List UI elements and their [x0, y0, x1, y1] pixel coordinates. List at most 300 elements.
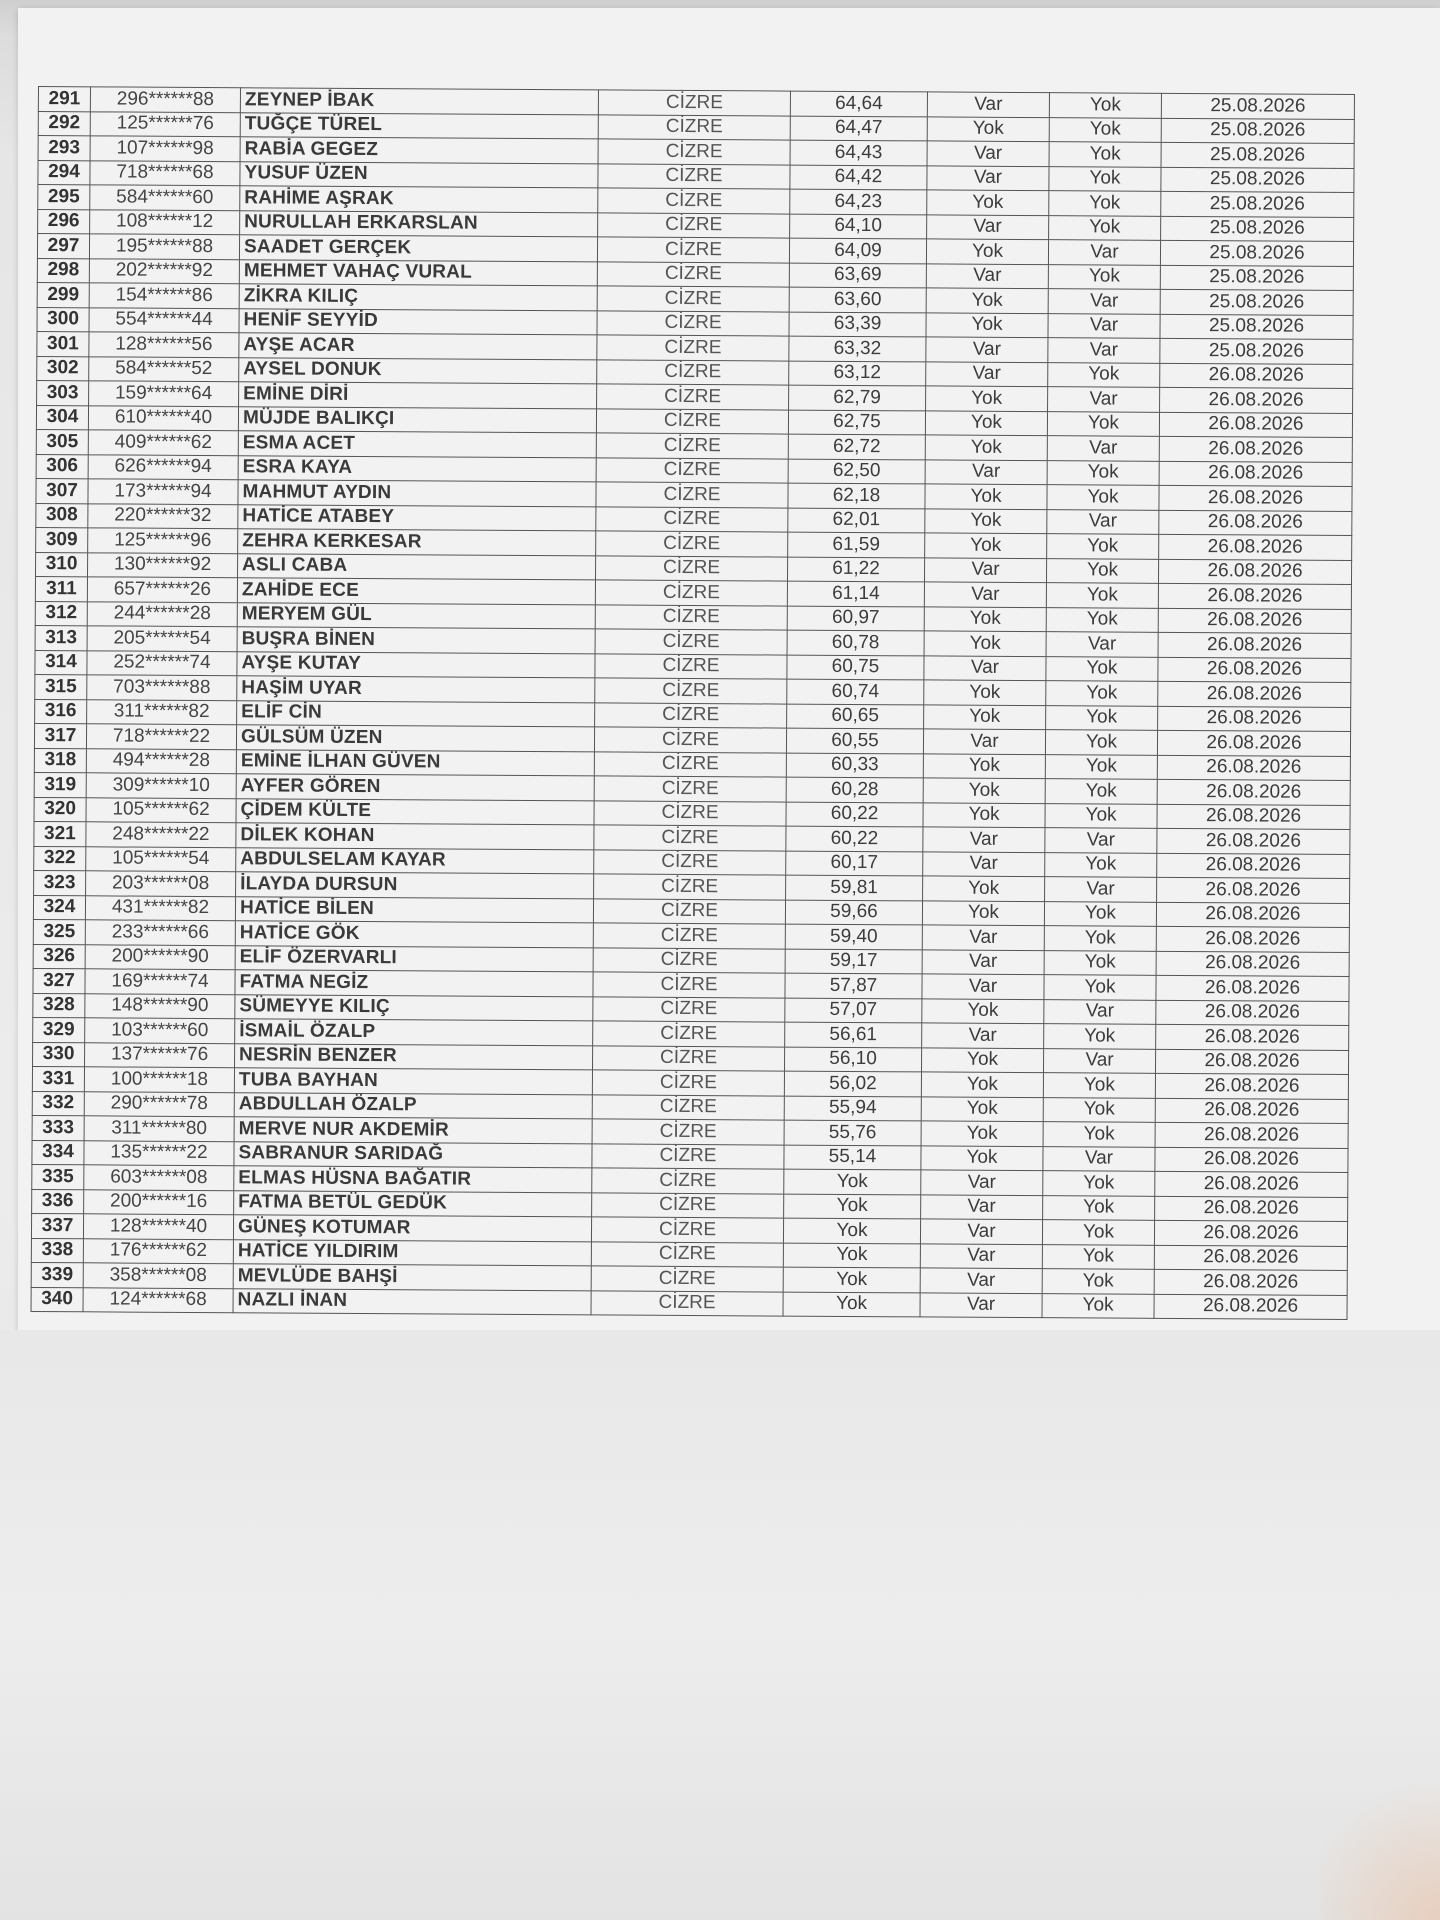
row-number-cell: 312 — [35, 601, 87, 626]
status-a-cell: Yok — [924, 704, 1046, 729]
status-a-cell: Yok — [926, 386, 1048, 411]
score-cell: Yok — [783, 1292, 920, 1317]
row-number-cell: 308 — [36, 503, 88, 528]
score-cell: 57,87 — [785, 973, 922, 998]
score-cell: 60,97 — [787, 606, 924, 631]
score-cell: 63,39 — [789, 312, 926, 337]
status-a-cell: Yok — [926, 288, 1048, 313]
status-a-cell: Var — [922, 925, 1044, 950]
masked-id-cell: 311******82 — [87, 699, 237, 724]
district-cell: CİZRE — [594, 751, 786, 777]
full-name-cell: AYSEL DONUK — [239, 357, 597, 384]
row-number-cell: 327 — [33, 968, 85, 993]
score-cell: 56,02 — [784, 1071, 921, 1096]
status-b-cell: Yok — [1045, 779, 1157, 804]
masked-id-cell: 176******62 — [83, 1238, 233, 1263]
score-cell: 63,12 — [789, 361, 926, 386]
status-b-cell: Yok — [1047, 460, 1159, 485]
status-a-cell: Var — [924, 655, 1046, 680]
row-number-cell: 330 — [33, 1042, 85, 1067]
full-name-cell: MAHMUT AYDIN — [238, 480, 596, 507]
status-b-cell: Var — [1048, 240, 1160, 265]
row-number-cell: 307 — [36, 478, 88, 503]
score-cell: 59,66 — [785, 900, 922, 925]
status-a-cell: Yok — [922, 900, 1044, 925]
status-b-cell: Yok — [1042, 1220, 1154, 1245]
date-cell: 26.08.2026 — [1155, 1122, 1348, 1148]
date-cell: 26.08.2026 — [1154, 1220, 1347, 1246]
status-b-cell: Yok — [1047, 534, 1159, 559]
district-cell: CİZRE — [595, 702, 787, 728]
row-number-cell: 338 — [31, 1238, 83, 1263]
masked-id-cell: 203******08 — [86, 871, 236, 896]
full-name-cell: EMİNE DİRİ — [239, 382, 597, 409]
status-a-cell: Var — [926, 361, 1048, 386]
date-cell: 25.08.2026 — [1161, 167, 1354, 193]
status-a-cell: Var — [925, 459, 1047, 484]
row-number-cell: 315 — [35, 674, 87, 699]
full-name-cell: RAHİME AŞRAK — [240, 186, 598, 213]
status-a-cell: Yok — [926, 312, 1048, 337]
date-cell: 26.08.2026 — [1157, 730, 1350, 756]
status-b-cell: Var — [1043, 1146, 1155, 1171]
date-cell: 26.08.2026 — [1155, 1049, 1348, 1075]
full-name-cell: ZEYNEP İBAK — [240, 88, 598, 115]
masked-id-cell: 244******28 — [87, 601, 237, 626]
row-number-cell: 296 — [38, 209, 90, 234]
masked-id-cell: 105******54 — [86, 846, 236, 871]
district-cell: CİZRE — [596, 408, 788, 434]
status-a-cell: Var — [926, 263, 1048, 288]
status-a-cell: Var — [927, 214, 1049, 239]
full-name-cell: FATMA BETÜL GEDÜK — [234, 1190, 592, 1217]
district-cell: CİZRE — [594, 849, 786, 875]
score-cell: 61,14 — [787, 581, 924, 606]
full-name-cell: ZEHRA KERKESAR — [238, 529, 596, 556]
score-cell: 63,69 — [789, 263, 926, 288]
row-number-cell: 306 — [36, 454, 88, 479]
score-cell: 60,55 — [786, 728, 923, 753]
district-cell: CİZRE — [593, 898, 785, 924]
full-name-cell: YUSUF ÜZEN — [240, 161, 598, 188]
status-a-cell: Yok — [923, 778, 1045, 803]
district-cell: CİZRE — [593, 1045, 785, 1071]
district-cell: CİZRE — [595, 678, 787, 704]
row-number-cell: 336 — [32, 1189, 84, 1214]
district-cell: CİZRE — [597, 237, 789, 263]
status-a-cell: Yok — [925, 533, 1047, 558]
date-cell: 26.08.2026 — [1159, 485, 1352, 511]
status-a-cell: Yok — [921, 1145, 1043, 1170]
full-name-cell: HENİF SEYYİD — [239, 308, 597, 335]
row-number-cell: 313 — [35, 625, 87, 650]
row-number-cell: 321 — [34, 821, 86, 846]
row-number-cell: 293 — [38, 136, 90, 161]
date-cell: 25.08.2026 — [1161, 142, 1354, 168]
row-number-cell: 332 — [32, 1091, 84, 1116]
date-cell: 26.08.2026 — [1156, 951, 1349, 977]
row-number-cell: 309 — [36, 527, 88, 552]
date-cell: 26.08.2026 — [1157, 779, 1350, 805]
status-a-cell: Var — [922, 974, 1044, 999]
status-b-cell: Var — [1047, 436, 1159, 461]
status-b-cell: Yok — [1043, 1122, 1155, 1147]
masked-id-cell: 105******62 — [86, 797, 236, 822]
masked-id-cell: 200******90 — [85, 944, 235, 969]
status-a-cell: Var — [922, 949, 1044, 974]
district-cell: CİZRE — [594, 727, 786, 753]
full-name-cell: TUĞÇE TÜREL — [240, 112, 598, 139]
date-cell: 25.08.2026 — [1161, 118, 1354, 144]
row-number-cell: 334 — [32, 1140, 84, 1165]
row-number-cell: 318 — [34, 748, 86, 773]
district-cell: CİZRE — [592, 1119, 784, 1145]
full-name-cell: ELMAS HÜSNA BAĞATIR — [234, 1166, 592, 1193]
district-cell: CİZRE — [596, 457, 788, 483]
date-cell: 26.08.2026 — [1158, 632, 1351, 658]
full-name-cell: AYŞE KUTAY — [237, 651, 595, 678]
score-cell: 64,43 — [790, 140, 927, 165]
status-b-cell: Yok — [1046, 558, 1158, 583]
masked-id-cell: 128******40 — [83, 1214, 233, 1239]
district-cell: CİZRE — [593, 996, 785, 1022]
date-cell: 26.08.2026 — [1156, 902, 1349, 928]
status-a-cell: Var — [923, 827, 1045, 852]
full-name-cell: EMİNE İLHAN GÜVEN — [236, 749, 594, 776]
full-name-cell: RABİA GEGEZ — [240, 137, 598, 164]
full-name-cell: GÜNEŞ KOTUMAR — [233, 1215, 591, 1242]
district-cell: CİZRE — [597, 310, 789, 336]
date-cell: 26.08.2026 — [1159, 412, 1352, 438]
district-cell: CİZRE — [598, 114, 790, 140]
status-a-cell: Yok — [925, 410, 1047, 435]
masked-id-cell: 205******54 — [87, 626, 237, 651]
score-cell: 61,59 — [788, 532, 925, 557]
status-b-cell: Var — [1045, 877, 1157, 902]
status-b-cell: Yok — [1046, 583, 1158, 608]
full-name-cell: NURULLAH ERKARSLAN — [240, 210, 598, 237]
status-a-cell: Var — [927, 165, 1049, 190]
status-a-cell: Yok — [923, 753, 1045, 778]
score-cell: 64,10 — [790, 214, 927, 239]
full-name-cell: ASLI CABA — [237, 553, 595, 580]
masked-id-cell: 124******68 — [83, 1287, 233, 1312]
date-cell: 25.08.2026 — [1161, 216, 1354, 242]
masked-id-cell: 431******82 — [85, 895, 235, 920]
status-b-cell: Yok — [1047, 485, 1159, 510]
masked-id-cell: 169******74 — [85, 969, 235, 994]
district-cell: CİZRE — [591, 1241, 783, 1267]
full-name-cell: TUBA BAYHAN — [234, 1068, 592, 1095]
date-cell: 26.08.2026 — [1158, 583, 1351, 609]
status-a-cell: Var — [921, 1170, 1043, 1195]
status-b-cell: Yok — [1049, 215, 1161, 240]
date-cell: 26.08.2026 — [1155, 1073, 1348, 1099]
full-name-cell: BUŞRA BİNEN — [237, 627, 595, 654]
score-cell: 60,78 — [787, 630, 924, 655]
district-cell: CİZRE — [592, 1094, 784, 1120]
row-number-cell: 302 — [37, 356, 89, 381]
date-cell: 25.08.2026 — [1160, 240, 1353, 266]
status-b-cell: Yok — [1049, 191, 1161, 216]
date-cell: 26.08.2026 — [1159, 436, 1352, 462]
status-b-cell: Yok — [1042, 1269, 1154, 1294]
score-cell: Yok — [783, 1243, 920, 1268]
status-a-cell: Yok — [921, 1072, 1043, 1097]
score-cell: 59,40 — [785, 924, 922, 949]
status-a-cell: Var — [927, 92, 1049, 117]
full-name-cell: SABRANUR SARIDAĞ — [234, 1141, 592, 1168]
masked-id-cell: 137******76 — [85, 1042, 235, 1067]
score-cell: 59,81 — [786, 875, 923, 900]
date-cell: 26.08.2026 — [1159, 534, 1352, 560]
row-number-cell: 310 — [36, 552, 88, 577]
full-name-cell: ZİKRA KILIÇ — [239, 284, 597, 311]
masked-id-cell: 202******92 — [89, 258, 239, 283]
full-name-cell: NAZLI İNAN — [233, 1288, 591, 1315]
district-cell: CİZRE — [591, 1217, 783, 1243]
date-cell: 26.08.2026 — [1155, 1196, 1348, 1222]
date-cell: 26.08.2026 — [1157, 877, 1350, 903]
date-cell: 26.08.2026 — [1159, 461, 1352, 487]
status-b-cell: Var — [1045, 828, 1157, 853]
masked-id-cell: 173******94 — [88, 479, 238, 504]
date-cell: 26.08.2026 — [1158, 559, 1351, 585]
status-b-cell: Var — [1048, 338, 1160, 363]
masked-id-cell: 195******88 — [89, 234, 239, 259]
district-cell: CİZRE — [594, 874, 786, 900]
status-a-cell: Var — [920, 1219, 1042, 1244]
row-number-cell: 326 — [33, 944, 85, 969]
score-cell: 60,22 — [786, 826, 923, 851]
row-number-cell: 325 — [33, 919, 85, 944]
district-cell: CİZRE — [598, 90, 790, 116]
date-cell: 26.08.2026 — [1156, 975, 1349, 1001]
district-cell: CİZRE — [598, 163, 790, 189]
district-cell: CİZRE — [591, 1290, 783, 1316]
score-cell: 62,01 — [788, 508, 925, 533]
score-cell: 64,23 — [790, 189, 927, 214]
score-cell: 62,75 — [788, 410, 925, 435]
row-number-cell: 305 — [36, 429, 88, 454]
score-cell: 64,42 — [790, 165, 927, 190]
full-name-cell: HAŞİM UYAR — [237, 676, 595, 703]
date-cell: 26.08.2026 — [1156, 926, 1349, 952]
masked-id-cell: 554******44 — [89, 307, 239, 332]
full-name-cell: ÇİDEM KÜLTE — [236, 798, 594, 825]
blank-page-area — [0, 1330, 1440, 1920]
row-number-cell: 317 — [34, 723, 86, 748]
status-a-cell: Var — [926, 337, 1048, 362]
date-cell: 26.08.2026 — [1157, 804, 1350, 830]
date-cell: 26.08.2026 — [1160, 363, 1353, 389]
district-cell: CİZRE — [591, 1266, 783, 1292]
full-name-cell: GÜLSÜM ÜZEN — [236, 725, 594, 752]
date-cell: 25.08.2026 — [1160, 265, 1353, 291]
district-cell: CİZRE — [596, 433, 788, 459]
full-name-cell: MEHMET VAHAÇ VURAL — [239, 259, 597, 286]
score-cell: 60,28 — [786, 777, 923, 802]
full-name-cell: ABDULLAH ÖZALP — [234, 1092, 592, 1119]
status-b-cell: Yok — [1047, 411, 1159, 436]
status-b-cell: Yok — [1048, 362, 1160, 387]
district-cell: CİZRE — [594, 800, 786, 826]
row-number-cell: 340 — [31, 1287, 83, 1312]
masked-id-cell: 494******28 — [86, 748, 236, 773]
status-a-cell: Var — [920, 1268, 1042, 1293]
full-name-cell: ESMA ACET — [238, 431, 596, 458]
score-cell: 60,33 — [786, 753, 923, 778]
masked-id-cell: 603******08 — [84, 1165, 234, 1190]
status-b-cell: Yok — [1045, 803, 1157, 828]
date-cell: 26.08.2026 — [1155, 1171, 1348, 1197]
district-cell: CİZRE — [594, 825, 786, 851]
full-name-cell: HATİCE ATABEY — [238, 504, 596, 531]
district-cell: CİZRE — [594, 776, 786, 802]
status-a-cell: Yok — [924, 606, 1046, 631]
score-cell: 60,17 — [786, 851, 923, 876]
status-a-cell: Yok — [923, 802, 1045, 827]
status-a-cell: Yok — [921, 1047, 1043, 1072]
status-a-cell: Var — [927, 141, 1049, 166]
row-number-cell: 299 — [37, 282, 89, 307]
status-a-cell: Yok — [925, 508, 1047, 533]
date-cell: 25.08.2026 — [1160, 289, 1353, 315]
row-number-cell: 291 — [38, 87, 90, 112]
district-cell: CİZRE — [595, 604, 787, 630]
district-cell: CİZRE — [598, 139, 790, 165]
masked-id-cell: 309******10 — [86, 773, 236, 798]
full-name-cell: İLAYDA DURSUN — [236, 872, 594, 899]
status-b-cell: Var — [1048, 289, 1160, 314]
full-name-cell: SÜMEYYE KILIÇ — [235, 994, 593, 1021]
masked-id-cell: 103******60 — [85, 1018, 235, 1043]
score-cell: 61,22 — [787, 557, 924, 582]
row-number-cell: 316 — [35, 699, 87, 724]
status-a-cell: Yok — [923, 876, 1045, 901]
district-cell: CİZRE — [595, 653, 787, 679]
row-number-cell: 339 — [31, 1262, 83, 1287]
masked-id-cell: 296******88 — [90, 87, 240, 112]
row-number-cell: 300 — [37, 307, 89, 332]
status-a-cell: Yok — [924, 631, 1046, 656]
district-cell: CİZRE — [595, 580, 787, 606]
masked-id-cell: 626******94 — [88, 454, 238, 479]
masked-id-cell: 409******62 — [88, 430, 238, 455]
status-b-cell: Yok — [1045, 852, 1157, 877]
status-b-cell: Var — [1043, 1048, 1155, 1073]
status-a-cell: Yok — [924, 680, 1046, 705]
full-name-cell: AYŞE ACAR — [239, 333, 597, 360]
score-cell: 64,64 — [790, 91, 927, 116]
row-number-cell: 331 — [32, 1066, 84, 1091]
status-a-cell: Yok — [921, 1121, 1043, 1146]
row-number-cell: 314 — [35, 650, 87, 675]
masked-id-cell: 703******88 — [87, 675, 237, 700]
masked-id-cell: 108******12 — [90, 209, 240, 234]
score-cell: 60,74 — [787, 679, 924, 704]
status-b-cell: Yok — [1043, 1073, 1155, 1098]
status-b-cell: Yok — [1044, 1024, 1156, 1049]
status-a-cell: Var — [920, 1243, 1042, 1268]
status-b-cell: Yok — [1042, 1244, 1154, 1269]
masked-id-cell: 290******78 — [84, 1091, 234, 1116]
score-cell: Yok — [783, 1267, 920, 1292]
masked-id-cell: 100******18 — [84, 1067, 234, 1092]
masked-id-cell: 718******68 — [90, 160, 240, 185]
district-cell: CİZRE — [593, 1021, 785, 1047]
date-cell: 26.08.2026 — [1160, 387, 1353, 413]
status-a-cell: Yok — [927, 190, 1049, 215]
score-cell: 60,22 — [786, 802, 923, 827]
status-b-cell: Yok — [1043, 1195, 1155, 1220]
full-name-cell: ABDULSELAM KAYAR — [236, 847, 594, 874]
full-name-cell: HATİCE BİLEN — [235, 896, 593, 923]
row-number-cell: 324 — [33, 895, 85, 920]
full-name-cell: FATMA NEGİZ — [235, 970, 593, 997]
full-name-cell: HATİCE GÖK — [235, 921, 593, 948]
status-b-cell: Var — [1047, 509, 1159, 534]
status-b-cell: Var — [1046, 632, 1158, 657]
row-number-cell: 319 — [34, 772, 86, 797]
full-name-cell: HATİCE YILDIRIM — [233, 1239, 591, 1266]
status-a-cell: Yok — [921, 1096, 1043, 1121]
masked-id-cell: 159******64 — [89, 381, 239, 406]
full-name-cell: ELİF ÖZERVARLI — [235, 945, 593, 972]
date-cell: 25.08.2026 — [1161, 93, 1354, 119]
date-cell: 26.08.2026 — [1155, 1098, 1348, 1124]
status-b-cell: Yok — [1042, 1293, 1154, 1318]
score-cell: 63,60 — [789, 287, 926, 312]
date-cell: 26.08.2026 — [1159, 510, 1352, 536]
status-b-cell: Yok — [1045, 754, 1157, 779]
masked-id-cell: 200******16 — [84, 1189, 234, 1214]
date-cell: 25.08.2026 — [1161, 191, 1354, 217]
score-cell: 60,65 — [787, 704, 924, 729]
status-a-cell: Yok — [922, 998, 1044, 1023]
row-number-cell: 328 — [33, 993, 85, 1018]
masked-id-cell: 130******92 — [88, 552, 238, 577]
date-cell: 26.08.2026 — [1154, 1269, 1347, 1295]
full-name-cell: MEVLÜDE BAHŞİ — [233, 1264, 591, 1291]
full-name-cell: MÜJDE BALIKÇI — [238, 406, 596, 433]
date-cell: 26.08.2026 — [1158, 608, 1351, 634]
score-cell: 63,32 — [789, 336, 926, 361]
table-body — [31, 87, 1354, 1320]
row-number-cell: 297 — [37, 234, 89, 259]
status-b-cell: Yok — [1044, 975, 1156, 1000]
date-cell: 26.08.2026 — [1154, 1294, 1347, 1320]
status-a-cell: Var — [923, 851, 1045, 876]
district-cell: CİZRE — [596, 531, 788, 557]
row-number-cell: 298 — [37, 258, 89, 283]
masked-id-cell: 248******22 — [86, 822, 236, 847]
district-cell: CİZRE — [596, 506, 788, 532]
row-number-cell: 304 — [36, 405, 88, 430]
date-cell: 26.08.2026 — [1157, 853, 1350, 879]
date-cell: 26.08.2026 — [1154, 1245, 1347, 1271]
masked-id-cell: 220******32 — [88, 503, 238, 528]
district-cell: CİZRE — [597, 359, 789, 385]
date-cell: 26.08.2026 — [1156, 1024, 1349, 1050]
district-cell: CİZRE — [598, 188, 790, 214]
status-a-cell: Var — [920, 1292, 1042, 1317]
row-number-cell: 311 — [35, 576, 87, 601]
candidate-table — [31, 86, 1355, 1320]
row-number-cell: 320 — [34, 797, 86, 822]
score-cell: 57,07 — [785, 998, 922, 1023]
row-number-cell: 292 — [38, 111, 90, 136]
